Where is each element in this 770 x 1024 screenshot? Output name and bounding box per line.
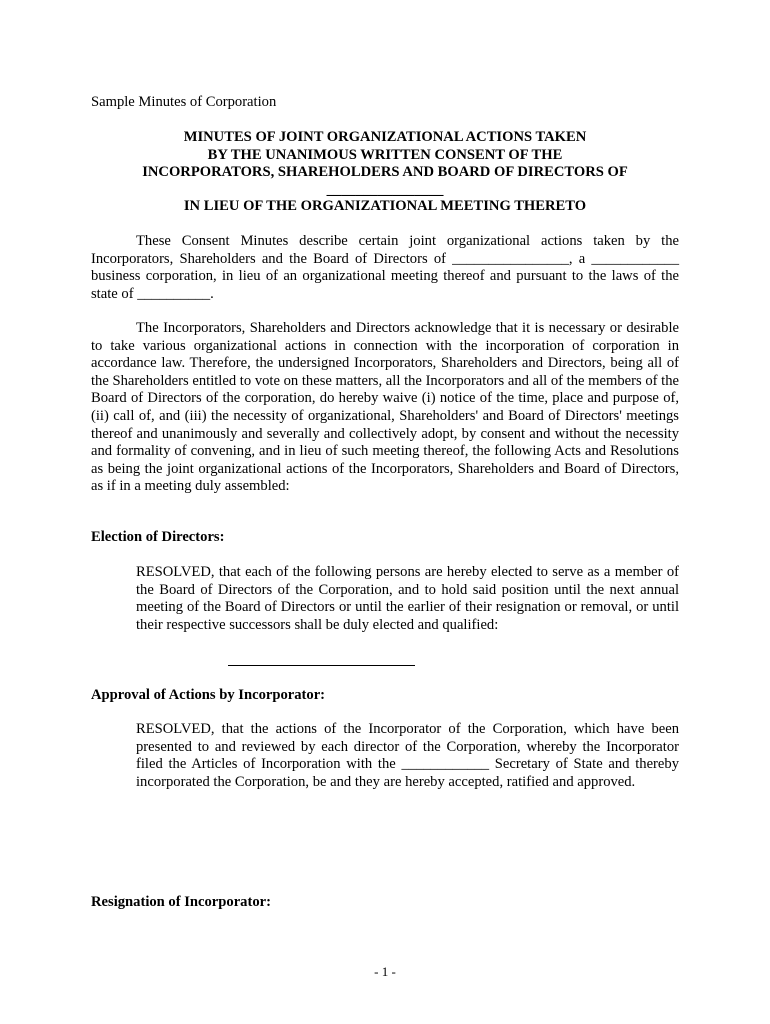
title-line: MINUTES OF JOINT ORGANIZATIONAL ACTIONS TAKEN xyxy=(183,129,587,145)
title-line: ________________ xyxy=(326,181,444,198)
election-resolution: RESOLVED, that each of the following persons are hereby elected to serve as a member of the Board of Directors of the Corporation, and to hold said position until the next annual meeting of the Board of Directors or until the earlier of their resignation or removal, or until their respective successors shall be duly elected and qualified: xyxy=(136,564,679,633)
resignation-heading: Resignation of Incorporator: xyxy=(91,894,271,910)
document-subtitle: IN LIEU OF THE ORGANIZATIONAL MEETING THERETO xyxy=(183,198,587,214)
title-line: INCORPORATORS, SHAREHOLDERS AND BOARD OF DIRECTORS OF xyxy=(142,164,628,181)
approval-of-actions-heading: Approval of Actions by Incorporator: xyxy=(91,687,326,703)
election-of-directors-heading: Election of Directors: xyxy=(91,529,225,545)
acknowledgement-paragraph: The Incorporators, Shareholders and Directors acknowledge that it is necessary or desirable to take various organizational actions in connection with the incorporation of corporation in accordance law. Therefore, the undersigned Incorporators, Shareholders and Directors, being all of the Shareholders entitled to vote on these matters, all the Incorporators and all of the members of the Board of Directors of the corporation, do hereby waive (i) notice of the time, place and purpose of, (ii) call of, and (iii) the necessity of organizational, Shareholders' and Board of Directors' meetings thereof and unanimously and severally and collectively adopt, by consent and without the necessity and formality of convening, and in lieu of such meeting thereof, the following Acts and Resolutions as being the joint organizational actions of the Incorporators, Shareholders and Board of Directors, as if in a meeting duly assembled: xyxy=(91,320,679,495)
director-name-line xyxy=(228,665,415,666)
document-title xyxy=(91,129,679,199)
approval-resolution: RESOLVED, that the actions of the Incorporator of the Corporation, which have been presented to and reviewed by each director of the Corporation, whereby the Incorporator filed the Articles of Incorporation with the ____________ Secretary of State and thereby incorporated the Corporation, be and they are hereby accepted, ratified and approved. xyxy=(136,721,679,790)
intro-paragraph: These Consent Minutes describe certain joint organizational actions taken by the Incorporators, Shareholders and the Board of Directors of ________________, a ____________ business corporation, in lieu of an organizational meeting thereof and pursuant to the laws of the state of __________. xyxy=(91,233,679,302)
document-header-label: Sample Minutes of Corporation xyxy=(91,94,277,110)
page-number: - 1 - xyxy=(374,964,396,979)
title-line: BY THE UNANIMOUS WRITTEN CONSENT OF THE xyxy=(207,146,563,163)
